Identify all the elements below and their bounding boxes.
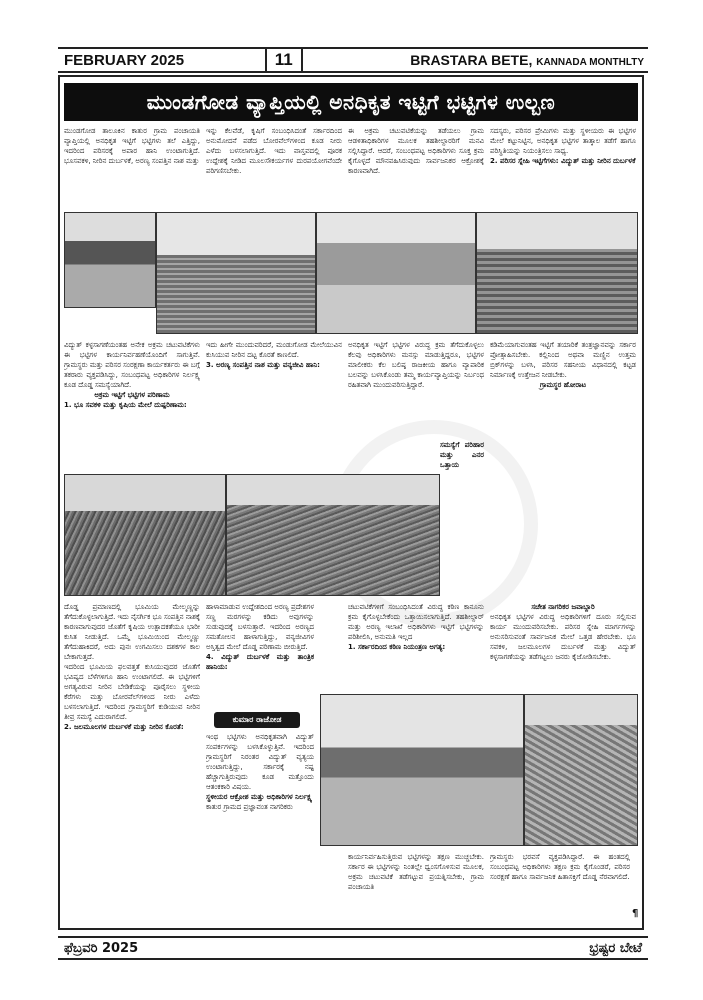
page-number: 11 bbox=[265, 49, 303, 71]
footer-date: ಫೆಬ್ರವರಿ 2025 bbox=[64, 940, 139, 956]
text-column: ಸದಸ್ಯರು, ಪರಿಸರ ಪ್ರೇಮಿಗಳು ಮತ್ತು ಸ್ಥಳೀಯರು ಈ ಭಟ್ಟಿಗಳ ಮೇಲೆ ಕಟ್ಟುನಿಟ್ಟಿನ, ಅನಧಿಕೃತ ಭಟ್ಟಿಗಳ ತಾತ್ಕಾಲ ತಡೆಗೆ ಹಾಗೂ ಪರಿಸ್ಥಿತಿಯನ್ನು ನಿಯಂತ್ರಿಸಲು ಸಾಧ್ಯ. 2. ಪರಿಸರ ಸ್ನೇಹಿ ಇಟ್ಟಿಗೆಗಳು: ವಿದ್ಯುತ್ ಮತ್ತು ನೀರಿನ ದುರ್ಬಳಕೆ bbox=[490, 127, 636, 165]
publication-name: BRASTARA BETE, KANNADA MONTHLTY bbox=[410, 52, 644, 68]
page-header bbox=[58, 47, 648, 73]
text-column: ದೊಡ್ಡ ಪ್ರಮಾಣದಲ್ಲಿ ಭೂಮಿಯ ಮೇಲ್ಮಣ್ಣನ್ನು ತೆಗೆದುಕೊಳ್ಳಲಾಗುತ್ತಿದೆ. ಇದು ನೈಸರ್ಗಿಕ ಭೂ ಸಂಪತ್ತಿನ ನಾಶಕ್ಕೆ ಕಾರಣವಾಗುವುದರ ಜೊತೆಗೆ ಕೃಷಿಯ ಉತ್ಪಾದಕತೆಯೂ ಭಾರೀ ಕುಸಿತ ನೀಡುತ್ತಿದೆ. ಒಮ್ಮೆ ಭೂಮಿಯಿಂದ ಮೇಲ್ಮಣ್ಣು ತೆಗೆದುಹಾಕಿದರೆ, ಅದು ಪುನಃ ಉಗಮಿಸಲು ದಶಕಗಳ ಕಾಲ ಬೇಕಾಗುತ್ತದೆ. ಇದರಿಂದ ಭೂಮಿಯ ಫಲವತ್ತತೆ ಕುಸಿಯುವುದರ ಜೊತೆಗೆ ಭವಿಷ್ಯದ ಬೆಳೆಗಳಿಗೂ ಹಾನಿ ಉಂಟಾಗಲಿದೆ. ಈ ಭಟ್ಟಿಗಳಿಗೆ ಅಗತ್ಯವಿರುವ ನೀರಿನ ಬೇಡಿಕೆಯನ್ನು ಪೂರೈಸಲು ಸ್ಥಳೀಯ ಕೆರೆಗಳು ಮತ್ತು ಬೋರವೆಲ್‌ಗಳಿಂದ ನೀರು ಎಳೆದು ಬಳಸಲಾಗುತ್ತಿದೆ. ಇದರಿಂದ ಗ್ರಾಮಸ್ಥರಿಗೆ ಕುಡಿಯುವ ನೀರಿನ ತೀವ್ರ ಸಮಸ್ಯೆ ಎದುರಾಗಲಿದೆ. 2. ಜಲಮೂಲಗಳ ದುರ್ಬಳಕೆ ಮತ್ತು ನೀರಿನ ಕೊರತೆ: bbox=[64, 603, 200, 731]
text-column: ಇದು ಹೀಗೇ ಮುಂದುವರಿದರೆ, ಮಂಡುಗೋಡ ಮೇಲೆಯುವಿನ ಕುಸಿಯುವ ನೀರಿನ ದಟ್ಟ ಕೊರತೆ ಕಾಣಲಿದೆ. 3. ಅರಣ್ಯ ಸಂಪತ್ತಿನ ನಾಶ ಮತ್ತು ವನ್ಯಜೀವಿ ಹಾನಿ: bbox=[206, 341, 342, 369]
photo-rubble bbox=[524, 694, 638, 846]
text-column: ಕಡಿಮೆಯಾಗುವಂತಹ ಇಟ್ಟಿಗೆ ತಯಾರಿಕೆ ತಂತ್ರಜ್ಞಾನವನ್ನು ಸರ್ಕಾರ ಪ್ರೋತ್ಸಾಹಿಸಬೇಕು. ಕಲ್ಲಿನಿಂದ ಅಥವಾ ಮಣ್ಣಿನ ಉತ್ತಮ ಬ್ರಿಕ್‌ಗಳನ್ನು ಬಳಸಿ, ಪರಿಸರ ಸಹನೀಯ ವಿಧಾನದಲ್ಲಿ ಕಟ್ಟಡ ನಿರ್ಮಾಣಕ್ಕೆ ಉತ್ತೇಜನ ನೀಡಬೇಕು. ಗ್ರಾಮಸ್ಥರ ಹೋರಾಟ bbox=[490, 341, 636, 389]
end-mark: ¶ bbox=[632, 908, 639, 919]
issue-date: FEBRUARY 2025 bbox=[64, 51, 185, 69]
photo-brick-kiln bbox=[64, 212, 156, 308]
photo-cut-wood bbox=[64, 474, 226, 596]
text-column: ಇನ್ನು ಕೆಲವೆಡೆ, ಕೃಷಿಗೆ ಸಂಬಂಧಿಸಿದಂತೆ ಸರ್ಕಾರದಿಂದ ಅನುಮೋದನೆ ಪಡೆದ ಬೋರವೆಲ್‌ಗಳಿಂದ ಕೂಡ ನೀರು ಎಳೆದು ಬಳಸಲಾಗುತ್ತಿದೆ. ಇದು ವಾಸ್ತವದಲ್ಲಿ ಪೂರಕ ಉದ್ದೇಶಕ್ಕೆ ನೀಡಿದ ಮೂಲಸೌಕರ್ಯಗಳ ದುರಪಯೋಗವೆಂದೇ ಪರಿಗಣಿಸಬೇಕು. bbox=[206, 127, 342, 175]
text-column: ಅನಧಿಕೃತ ಇಟ್ಟಿಗೆ ಭಟ್ಟಿಗಳ ವಿರುದ್ಧ ಕ್ರಮ ತೆಗೆದುಕೊಳ್ಳಲು ಕೆಲವು ಅಧಿಕಾರಿಗಳು ಮನಸ್ಸು ಮಾಡುತ್ತಿದ್ದರೂ, ಭಟ್ಟಿಗಳ ಮಾಲೀಕರು ಕೆಲ ಬಲಿಷ್ಠ ರಾಜಕೀಯ ಹಾಗೂ ವ್ಯಾಪಾರಿಕ ಬಲವನ್ನು ಬಳಸಿಕೊಂಡು ತಮ್ಮ ಕಾರ್ಯವ್ಯಾಪ್ತಿಯನ್ನು ನಿರ್ಬಂಧ ರಹಿತವಾಗಿ ಮುಂದುವರಿಸುತ್ತಿದ್ದಾರೆ. bbox=[348, 341, 484, 389]
photo-village-site bbox=[320, 694, 524, 846]
text-column: ಗ್ರಾಮಸ್ಥರು ಭರವಸೆ ವ್ಯಕ್ತಪಡಿಸಿದ್ದಾರೆ. ಈ ಹಂತದಲ್ಲಿ ಸಂಬಂಧಪಟ್ಟ ಅಧಿಕಾರಿಗಳು ತಕ್ಷಣ ಕ್ರಮ ಕೈಗೊಂಡರೆ, ಪರಿಸರ ಸಂರಕ್ಷಣೆ ಹಾಗೂ ಸಾರ್ವಜನಿಕ ಹಿತಾಸಕ್ತಿಗೆ ದೊಡ್ಡ ನೆರವಾಗಲಿದೆ. bbox=[490, 853, 630, 881]
text-column: ಮುಂಡಗೋಡ ತಾಲೂಕಿನ ಕಾತುರ ಗ್ರಾಮ ಪಂಚಾಯತಿ ವ್ಯಾಪ್ತಿಯಲ್ಲಿ ಅನಧಿಕೃತ ಇಟ್ಟಿಗೆ ಭಟ್ಟಿಗಳು ತಲೆ ಎತ್ತಿದ್ದು, ಇದರಿಂದ ಪರಿಸರಕ್ಕೆ ಅಪಾರ ಹಾನಿ ಉಂಟಾಗುತ್ತಿದೆ. ಭೂಸವಕಳಿ, ನೀರಿನ ದುರ್ಬಳಕೆ, ಅರಣ್ಯ ಸಂಪತ್ತಿನ ನಾಶ ಮತ್ತು bbox=[64, 127, 200, 165]
text-column: ಹಾಳಾಮಾಡುವ ಉದ್ದೇಶದಿಂದ ಅರಣ್ಯ ಪ್ರದೇಶಗಳ ಸಣ್ಣ ಮರಗಳನ್ನು ಕಡಿದು ಅವುಗಳನ್ನು ಸುಡುವುದಕ್ಕೆ ಬಳಸುತ್ತಾರೆ. ಇದರಿಂದ ಅರಣ್ಯದ ಸಮತೋಲನ ಹಾಳಾಗುತ್ತಿದ್ದು, ವನ್ಯಜೀವಿಗಳ ಅಸ್ತಿತ್ವದ ಮೇಲೆ ದೊಡ್ಡ ಪರಿಣಾಮ ಬೀರುತ್ತಿದೆ. 4. ವಿದ್ಯುತ್ ದುರ್ಬಳಕೆ ಮತ್ತು ತಾಂತ್ರಿಕ ಹಾನಿಯ: bbox=[206, 603, 314, 671]
text-column: ಇಂಥ ಭಟ್ಟಿಗಳು ಅನಧಿಕೃತವಾಗಿ ವಿದ್ಯುತ್ ಸಂಪರ್ಕಗಳನ್ನು ಬಳಸಿಕೊಳ್ಳುತ್ತಿವೆ. ಇದರಿಂದ ಗ್ರಾಮಸ್ಥರಿಗೆ ನಿರಂತರ ವಿದ್ಯುತ್ ವ್ಯತ್ಯಯ ಉಂಟಾಗುತ್ತಿದ್ದು, ಸರ್ಕಾರಕ್ಕೆ ನಷ್ಟ ಹೆಚ್ಚಾಗುತ್ತಿರುವುದು ಕೂಡ ಮತ್ತೊಂದು ಆತಂಕಕಾರಿ ವಿಷಯ. ಸ್ಥಳೀಯರ ಆಕ್ರೋಶ ಮತ್ತು ಅಧಿಕಾರಿಗಳ ನಿರ್ಲಕ್ಷ್ಯ ಕಾತುರ ಗ್ರಾಮದ ಪ್ರಜ್ಞಾವಂತ ನಾಗರಿಕರು bbox=[206, 733, 314, 811]
headline: ಮುಂಡಗೋಡ ವ್ಯಾಪ್ತಿಯಲ್ಲಿ ಅನಧಿಕೃತ ಇಟ್ಟಿಗೆ ಭಟ್ಟಿಗಳ ಉಲ್ಬಣ bbox=[64, 83, 638, 121]
photo-brick-wall bbox=[476, 212, 638, 334]
text-column: ವಿದ್ಯುತ್ ಕಳ್ಳಸಾಗಣೆಯಂತಹ ಅನೇಕ ಅಕ್ರಮ ಚಟುವಟಿಕೆಗಳು ಈ ಭಟ್ಟಿಗಳ ಕಾರ್ಯನಿರ್ವಹಣೆಯೊಂದಿಗೆ ಸಾಗುತ್ತಿವೆ. ಗ್ರಾಮಸ್ಥರು ಮತ್ತು ಪರಿಸರ ಸಂರಕ್ಷಣಾ ಕಾರ್ಯಕರ್ತರು ಈ ಬಗ್ಗೆ ತಕರಾರು ವ್ಯಕ್ತಪಡಿಸಿದ್ದು, ಸಂಬಂಧಪಟ್ಟ ಅಧಿಕಾರಿಗಳ ನಿರ್ಲಕ್ಷ್ಯ ಕೂಡ ದೊಡ್ಡ ಸಮಸ್ಯೆಯಾಗಿದೆ. ಅಕ್ರಮ ಇಟ್ಟಿಗೆ ಭಟ್ಟಿಗಳ ಪರಿಣಾಮ 1. ಭೂ ಸವಕಳಿ ಮತ್ತು ಕೃಷಿಯ ಮೇಲೆ ದುಷ್ಪರಿಣಾಮ: bbox=[64, 341, 200, 409]
photo-wood-pile bbox=[226, 474, 440, 596]
page-footer bbox=[58, 936, 648, 960]
text-column: ಕಾರ್ಯನಿರ್ವಹಿಸುತ್ತಿರುವ ಭಟ್ಟಿಗಳನ್ನು ತಕ್ಷಣ ಮುಚ್ಚಬೇಕು. ಸರ್ಕಾರ ಈ ಭಟ್ಟಿಗಳನ್ನು ನಿಂತಲ್ಲೇ ಧ್ವಂಸಗೊಳಿಸುವ ಮೂಲಕ, ಅಕ್ರಮ ಚಟುವಟಿಕೆ ತಡೆಗಟ್ಟುವ ಪ್ರಯತ್ನಿಸಬೇಕು, ಗ್ರಾಮ ಪಂಚಾಯತಿ bbox=[348, 853, 484, 891]
text-column: ಚಟುವಟಿಕೆಗಳಿಗೆ ಸಂಬಂಧಿಸಿದಂತೆ ವಿರುದ್ಧ ಕಠಿಣ ಕಾನೂನು ಕ್ರಮ ಕೈಗೊಳ್ಳಬೇಕೆಂದು ಒತ್ತಾಯಿಸಲಾಗುತ್ತಿದೆ. ತಹಶೀಲ್ದಾರ್ ಮತ್ತು ಅರಣ್ಯ ಇಲಾಖೆ ಅಧಿಕಾರಿಗಳು ಇಟ್ಟಿಗೆ ಭಟ್ಟಿಗಳನ್ನು ಪರಿಶೀಲಿಸಿ, ಅನುಮತಿ ಇಲ್ಲದ 1. ಸರ್ಕಾರದಿಂದ ಕಠಿಣ ನಿಯಂತ್ರಣ ಅಗತ್ಯ: bbox=[348, 603, 484, 651]
subhead-solution: ಸಮಸ್ಯೆಗೆ ಪರಿಹಾರ ಮತ್ತು ಎನರ ಒತ್ತಾಯ bbox=[440, 441, 484, 469]
text-column: ಈ ಅಕ್ರಮ ಚಟುವಟಿಕೆಯನ್ನು ತಡೆಯಲು ಗ್ರಾಮ ಆಡಳಿತಾಧಿಕಾರಿಗಳ ಮೂಲಕ ತಹಶೀಲ್ದಾರರಿಗೆ ಮನವಿ ಸಲ್ಲಿಸಿದ್ದಾರೆ. ಆದರೆ, ಸಂಬಂಧಪಟ್ಟ ಅಧಿಕಾರಿಗಳು ಸೂಕ್ತ ಕ್ರಮ ಕೈಗೊಳ್ಳದೆ ಮೌನವಹಿಸಿರುವುದು ಸಾರ್ವಜನಿಕರ ಆಕ್ರೋಶಕ್ಕೆ ಕಾರಣವಾಗಿದೆ. bbox=[348, 127, 484, 175]
byline-badge: ಕುಮಾರ ರಾಜೋಡ bbox=[214, 712, 300, 728]
text-column: ಸಚೇತ ನಾಗರಿಕರ ಜವಾಬ್ದಾರಿ ಅನಧಿಕೃತ ಭಟ್ಟಿಗಳ ವಿರುದ್ಧ ಅಧಿಕಾರಿಗಳಿಗೆ ದೂರು ಸಲ್ಲಿಸುವ ಕಾರ್ಯ ಮುಂದುವರಿಸಬೇಕು. ಪರಿಸರ ಸ್ನೇಹಿ ಮಾರ್ಗಗಳನ್ನು ಅನುಸರಿಸುವಂತೆ ಸಾರ್ವಜನಿಕ ಮೇಲೆ ಒತ್ತಡ ಹೇರಬೇಕು. ಭೂ ಸವಕಳಿ, ಜಲಮೂಲಗಳ ದುರ್ಬಳಕೆ ಮತ್ತು ವಿದ್ಯುತ್ ಕಳ್ಳಸಾಗಣೆಯನ್ನು ತಡೆಗಟ್ಟಲು ಜನರು ಕೈಜೋಡಿಸಬೇಕು. bbox=[490, 603, 636, 661]
photo-cleared-land bbox=[316, 212, 476, 334]
footer-publication: ಭ್ರಷ್ಟರ ಬೇಟೆ bbox=[589, 940, 642, 956]
photo-brick-stacks bbox=[156, 212, 316, 334]
